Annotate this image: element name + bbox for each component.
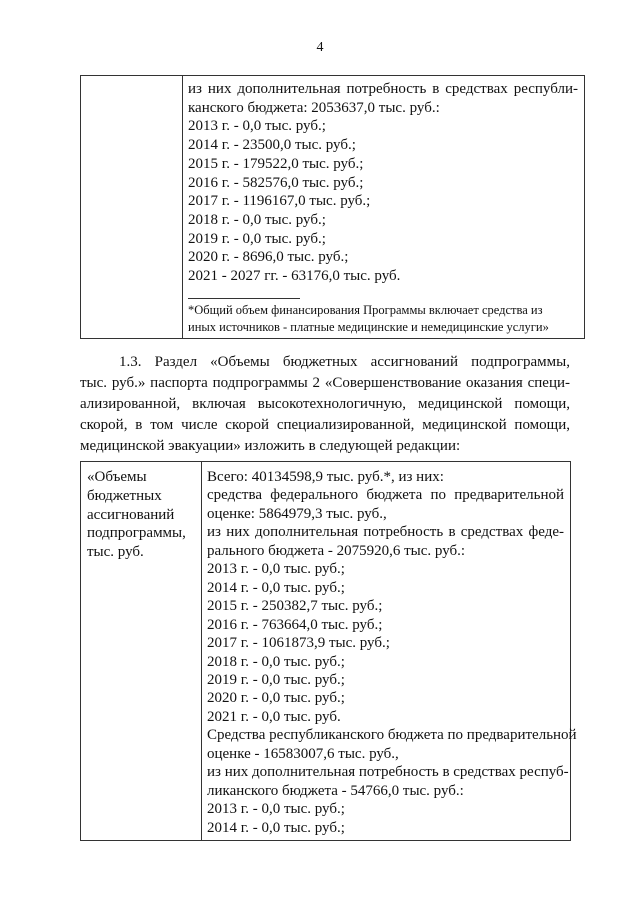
label-line: ассигнований <box>87 506 175 523</box>
budget-allocation-table <box>80 461 577 841</box>
table-label-cell-empty <box>81 76 183 339</box>
text-line: 2015 г. - 250382,7 тыс. руб.; <box>207 598 383 615</box>
text-line: оценке: 5864979,3 тыс. руб., <box>207 505 387 522</box>
label-line: подпрограммы, <box>87 525 186 542</box>
paragraph-line: медицинской эвакуации» изложить в следующей редакции: <box>80 438 461 454</box>
text-line: 2019 г. - 0,0 тыс. руб.; <box>207 671 345 688</box>
footnote-line: иных источников - платные медицинские и немедицинские услуги» <box>188 319 549 334</box>
text-line: из них дополнительная потребность в средствах респуб- <box>207 764 569 781</box>
text-line: 2014 г. - 0,0 тыс. руб.; <box>207 579 345 596</box>
text-line: Всего: 40134598,9 тыс. руб.*, из них: <box>207 469 444 485</box>
text-line: 2020 г. - 0,0 тыс. руб.; <box>207 690 345 707</box>
text-line: 2014 г. - 0,0 тыс. руб.; <box>207 819 345 836</box>
label-line: «Объемы <box>87 469 147 485</box>
text-line: 2016 г. - 763664,0 тыс. руб.; <box>207 616 383 633</box>
paragraph-line: ализированной, включая высокотехнологичную, медицинской помощи, <box>80 396 570 412</box>
text-line: 2016 г. - 582576,0 тыс. руб.; <box>188 174 364 191</box>
text-line: канского бюджета: 2053637,0 тыс. руб.: <box>188 99 440 116</box>
footnote-divider <box>188 298 300 299</box>
text-line: 2018 г. - 0,0 тыс. руб.; <box>207 653 345 670</box>
text-line: 2019 г. - 0,0 тыс. руб.; <box>188 230 326 247</box>
text-line: Средства республиканского бюджета по предварительной <box>207 727 577 744</box>
text-line: 2021 г. - 0,0 тыс. руб. <box>207 708 341 725</box>
label-line: бюджетных <box>87 487 162 504</box>
page-number: 4 <box>316 40 324 55</box>
label-line: тыс. руб. <box>87 544 144 561</box>
paragraph-line: скорой, в том числе скорой специализированной, медицинской помощи, <box>80 417 570 433</box>
text-line: 2018 г. - 0,0 тыс. руб.; <box>188 211 326 228</box>
table-content-cell <box>202 462 577 841</box>
text-line: 2020 г. - 8696,0 тыс. руб.; <box>188 249 349 266</box>
text-line: 2021 - 2027 гг. - 63176,0 тыс. руб. <box>188 268 401 285</box>
text-line: 2013 г. - 0,0 тыс. руб.; <box>207 801 345 818</box>
text-line: 2013 г. - 0,0 тыс. руб.; <box>188 118 326 135</box>
table-content-cell <box>183 76 585 339</box>
text-line: 2015 г. - 179522,0 тыс. руб.; <box>188 155 364 172</box>
paragraph-line: тыс. руб.» паспорта подпрограммы 2 «Совершенствование оказания специ- <box>80 375 570 391</box>
text-line: 2017 г. - 1196167,0 тыс. руб.; <box>188 193 371 210</box>
section-paragraph <box>80 352 570 457</box>
funding-table-continued <box>80 75 585 339</box>
text-line: ликанского бюджета - 54766,0 тыс. руб.: <box>207 782 464 799</box>
text-line: рального бюджета - 2075920,6 тыс. руб.: <box>207 542 466 559</box>
table-label-cell <box>81 462 202 841</box>
text-line: 2013 г. - 0,0 тыс. руб.; <box>207 561 345 578</box>
text-line: 2014 г. - 23500,0 тыс. руб.; <box>188 137 356 154</box>
text-line: 2017 г. - 1061873,9 тыс. руб.; <box>207 635 390 652</box>
text-line: оценке - 16583007,6 тыс. руб., <box>207 745 399 762</box>
footnote-line: *Общий объем финансирования Программы включает средства из <box>188 302 543 317</box>
text-line: из них дополнительная потребность в средствах республи- <box>188 81 578 97</box>
text-line: средства федерального бюджета по предварительной <box>207 487 564 504</box>
paragraph-line: 1.3. Раздел «Объемы бюджетных ассигнований подпрограммы, <box>119 354 570 370</box>
text-line: из них дополнительная потребность в средствах феде- <box>207 524 564 541</box>
